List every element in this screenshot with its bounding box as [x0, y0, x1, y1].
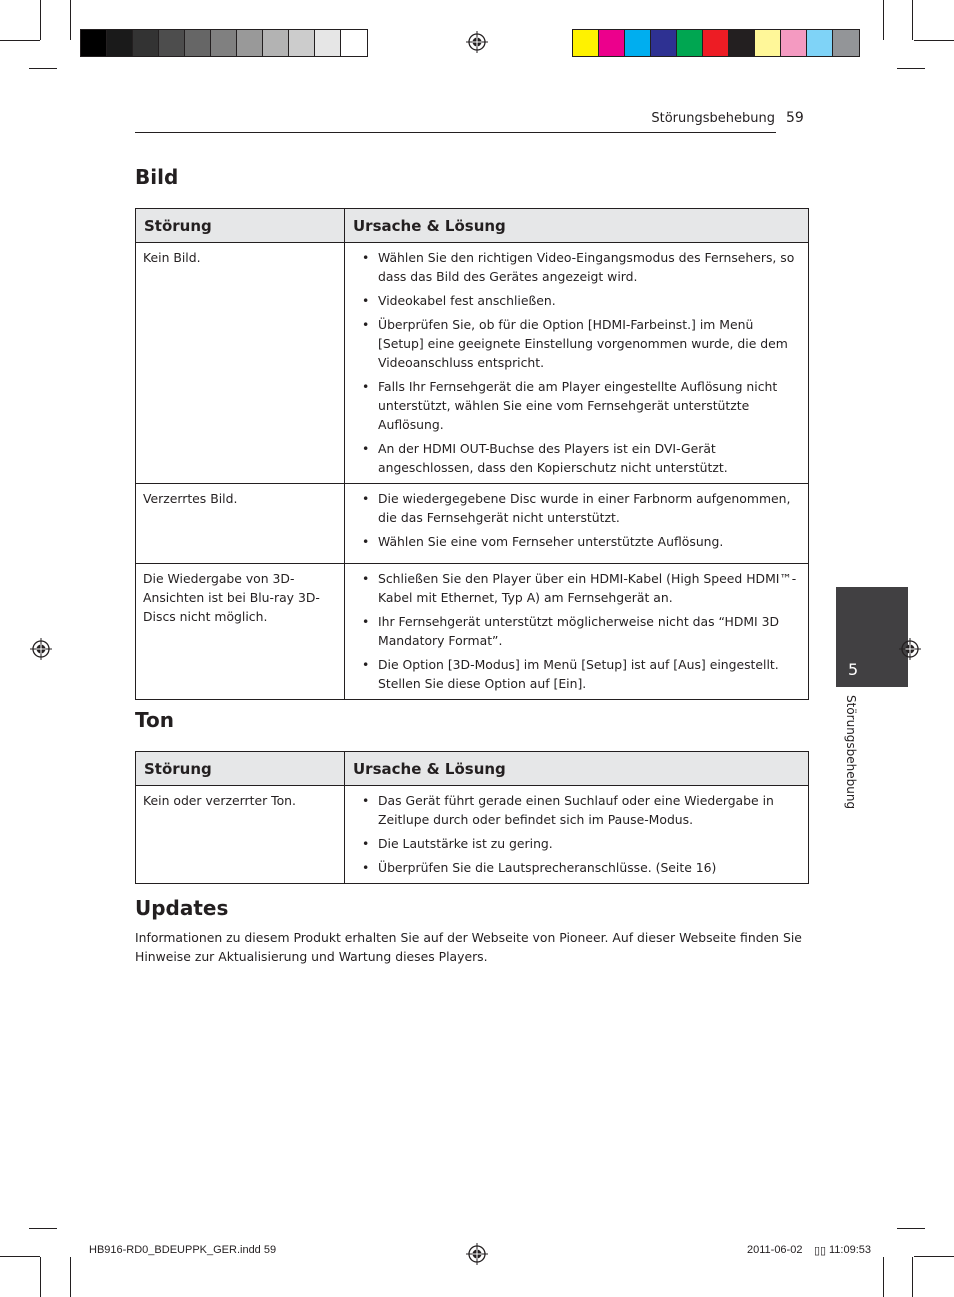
registration-mark-icon — [899, 638, 921, 660]
bild-table — [135, 208, 809, 700]
color-swatch — [703, 30, 729, 56]
color-swatch — [341, 30, 367, 56]
solution-list — [352, 489, 801, 551]
table-row — [136, 243, 809, 484]
color-swatch — [133, 30, 159, 56]
list-item: • An der HDMI OUT-Buchse des Players ist ein DVI-Gerät angeschlossen, dass den Kopierschutz nicht unterstützt. — [352, 439, 801, 477]
column-header: Ursache & Lösung — [345, 209, 809, 243]
list-item: • Überprüfen Sie, ob für die Option [HDMI-Farbeinst.] im Menü [Setup] eine geeignete Einstellung vorgenommen wurde, die dem Videoanschluss entspricht. — [352, 315, 801, 372]
color-swatch — [833, 30, 859, 56]
section-heading-updates: Updates — [135, 896, 229, 920]
crop-mark — [897, 1228, 925, 1229]
color-swatch — [729, 30, 755, 56]
solution-cell — [345, 484, 809, 564]
crop-mark — [883, 1257, 884, 1297]
color-swatch — [625, 30, 651, 56]
table-row — [136, 564, 809, 700]
chapter-number: 5 — [848, 660, 859, 679]
footer-time: 11:09:53 — [829, 1244, 872, 1256]
crop-mark — [912, 1257, 913, 1297]
registration-mark-icon — [466, 31, 488, 53]
crop-mark — [883, 0, 884, 40]
list-item: • Falls Ihr Fernsehgerät die am Player eingestellte Auflösung nicht unterstützt, wählen Sie eine vom Fernsehgerät unterstützte Auflösung. — [352, 377, 801, 434]
column-header: Ursache & Lösung — [345, 752, 809, 786]
header-rule — [135, 132, 776, 133]
color-swatch — [781, 30, 807, 56]
footer-date: 2011-06-02 — [747, 1244, 803, 1256]
grayscale-bar — [80, 29, 368, 57]
list-item: • Wählen Sie eine vom Fernseher unterstützte Auflösung. — [352, 532, 801, 551]
crop-mark — [29, 68, 57, 69]
footer-glyph: ▯▯ — [814, 1245, 827, 1257]
column-header: Störung — [136, 752, 345, 786]
list-item: • Das Gerät führt gerade einen Suchlauf oder eine Wiedergabe in Zeitlupe durch oder befindet sich im Pause-Modus. — [352, 791, 801, 829]
footer-filename: HB916-RD0_BDEUPPK_GER.indd 59 — [89, 1244, 277, 1256]
solution-cell — [345, 243, 809, 484]
color-swatch — [185, 30, 211, 56]
color-swatch — [651, 30, 677, 56]
color-swatch — [211, 30, 237, 56]
updates-paragraph: Informationen zu diesem Produkt erhalten Sie auf der Webseite von Pioneer. Auf dieser Webseite finden Sie Hinweise zur Aktualisierung und Wartung dieses Players. — [135, 930, 802, 964]
list-item: • Überprüfen Sie die Lautsprecheranschlüsse. (Seite 16) — [352, 858, 801, 877]
registration-mark-icon — [30, 638, 52, 660]
chapter-tab — [836, 587, 908, 687]
page-number: 59 — [786, 110, 804, 126]
section-heading-bild: Bild — [135, 165, 179, 189]
solution-cell — [345, 564, 809, 700]
crop-mark — [40, 0, 41, 40]
list-item: • Ihr Fernsehgerät unterstützt möglicherweise nicht das “HDMI 3D Mandatory Format”. — [352, 612, 801, 650]
crop-mark — [914, 40, 954, 41]
color-bar — [572, 29, 860, 57]
color-swatch — [289, 30, 315, 56]
color-swatch — [677, 30, 703, 56]
section-heading-ton: Ton — [135, 708, 174, 732]
problem-cell: Kein oder verzerrter Ton. — [136, 786, 345, 884]
column-header: Störung — [136, 209, 345, 243]
color-swatch — [807, 30, 833, 56]
table-row — [136, 484, 809, 564]
color-swatch — [315, 30, 341, 56]
crop-mark — [70, 0, 71, 40]
solution-cell — [345, 786, 809, 884]
crop-mark — [70, 1257, 71, 1297]
crop-mark — [0, 40, 40, 41]
solution-list — [352, 248, 801, 477]
problem-cell: Kein Bild. — [136, 243, 345, 484]
color-swatch — [107, 30, 133, 56]
crop-mark — [897, 68, 925, 69]
chapter-tab-label: Störungsbehebung — [844, 695, 858, 810]
list-item: • Videokabel fest anschließen. — [352, 291, 801, 310]
list-item: • Schließen Sie den Player über ein HDMI-Kabel (High Speed HDMI™-Kabel mit Ethernet, Typ A) am Fernsehgerät an. — [352, 569, 801, 607]
problem-cell: Die Wiedergabe von 3D-Ansichten ist bei Blu-ray 3D-Discs nicht möglich. — [136, 564, 345, 700]
ton-table — [135, 751, 809, 884]
table-row — [136, 786, 809, 884]
color-swatch — [755, 30, 781, 56]
crop-mark — [29, 1228, 57, 1229]
list-item: • Die wiedergegebene Disc wurde in einer Farbnorm aufgenommen, die das Fernsehgerät nicht unterstützt. — [352, 489, 801, 527]
solution-list — [352, 569, 801, 693]
list-item: • Wählen Sie den richtigen Video-Eingangsmodus des Fernsehers, so dass das Bild des Gerätes angezeigt wird. — [352, 248, 801, 286]
color-swatch — [263, 30, 289, 56]
list-item: • Die Option [3D-Modus] im Menü [Setup] ist auf [Aus] eingestellt. Stellen Sie diese Option auf [Ein]. — [352, 655, 801, 693]
crop-mark — [0, 1256, 40, 1257]
color-swatch — [237, 30, 263, 56]
color-swatch — [599, 30, 625, 56]
registration-mark-icon — [466, 1243, 488, 1265]
color-swatch — [159, 30, 185, 56]
crop-mark — [40, 1257, 41, 1297]
color-swatch — [81, 30, 107, 56]
color-swatch — [573, 30, 599, 56]
problem-cell: Verzerrtes Bild. — [136, 484, 345, 564]
list-item: • Die Lautstärke ist zu gering. — [352, 834, 801, 853]
solution-list — [352, 791, 801, 877]
crop-mark — [914, 1256, 954, 1257]
running-header: Störungsbehebung — [651, 111, 775, 126]
crop-mark — [912, 0, 913, 40]
